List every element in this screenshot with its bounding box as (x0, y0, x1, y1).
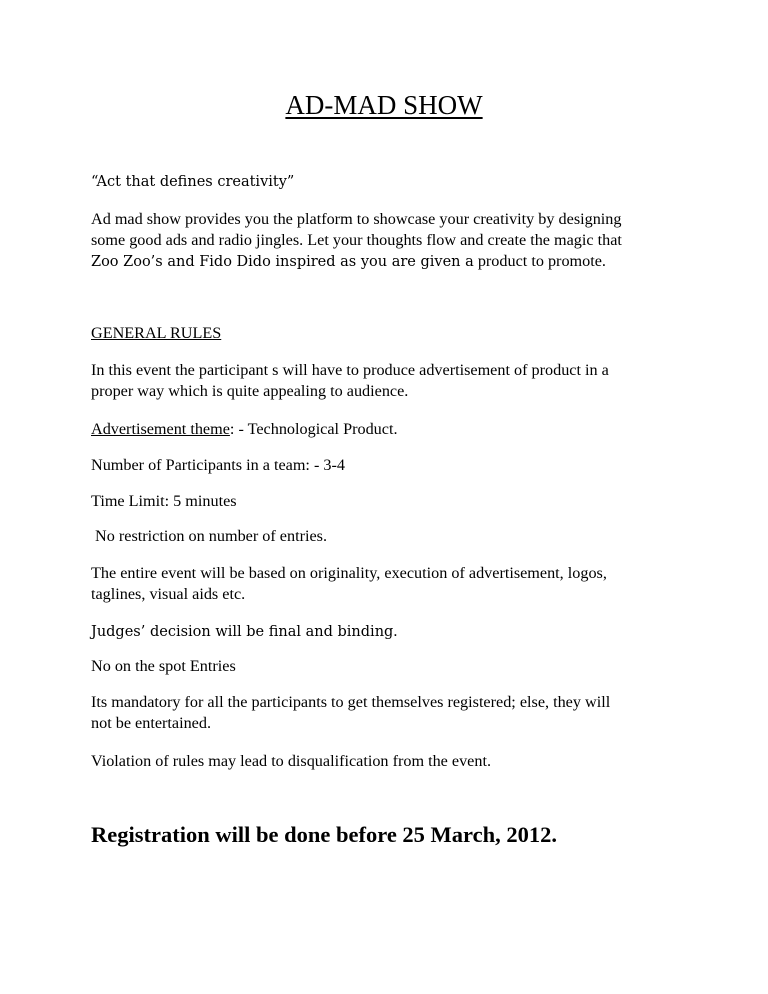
tagline: “Act that defines creativity” (91, 174, 295, 190)
rule-paragraph-3: Number of Participants in a team: - 3-4 (91, 456, 345, 474)
intro-paragraph (91, 209, 691, 273)
rule-9-line-1: Its mandatory for all the participants to get themselves registered; else, they will (91, 693, 611, 711)
rule-1-line-1: In this event the participant s will have to produce advertisement of product in a (91, 361, 609, 379)
rule-paragraph-5: No restriction on number of entries. (91, 527, 328, 545)
registration-deadline: Registration will be done before 25 March, 2012. (91, 822, 557, 847)
advertisement-theme-value: : - Technological Product. (229, 420, 398, 438)
rule-paragraph-1 (91, 360, 691, 402)
judges-decision-text: Judges’ decision will be final and binding (91, 624, 394, 640)
rule-paragraph-10: Violation of rules may lead to disqualification from the event. (91, 752, 492, 770)
intro-line-1: Ad mad show provides you the platform to showcase your creativity by designing (91, 210, 622, 228)
judges-decision-period: . (393, 622, 398, 640)
intro-line-2: some good ads and radio jingles. Let your thoughts flow and create the magic that (91, 231, 622, 249)
rule-1-line-2: proper way which is quite appealing to audience. (91, 382, 409, 400)
page-title: AD-MAD SHOW (285, 90, 483, 120)
rule-paragraph-4: Time Limit: 5 minutes (91, 492, 237, 510)
rule-paragraph-8: No on the spot Entries (91, 657, 236, 675)
intro-line-3-rest: product to promote. (473, 252, 606, 270)
intro-line-3 (91, 251, 691, 273)
rule-6-line-1: The entire event will be based on originality, execution of advertisement, logos, (91, 564, 607, 582)
intro-bold-text: Zoo Zoo’s and Fido Dido inspired as you are given a (91, 254, 474, 270)
rule-6-line-2: taglines, visual aids etc. (91, 585, 246, 603)
rule-paragraph-6 (91, 563, 691, 605)
rule-paragraph-9 (91, 692, 691, 734)
advertisement-theme-label: Advertisement theme (91, 420, 230, 438)
rule-paragraph-2 (91, 419, 691, 440)
section-heading-general-rules: GENERAL RULES (91, 324, 222, 342)
rule-9-line-2: not be entertained. (91, 714, 212, 732)
rule-paragraph-7 (91, 621, 691, 643)
